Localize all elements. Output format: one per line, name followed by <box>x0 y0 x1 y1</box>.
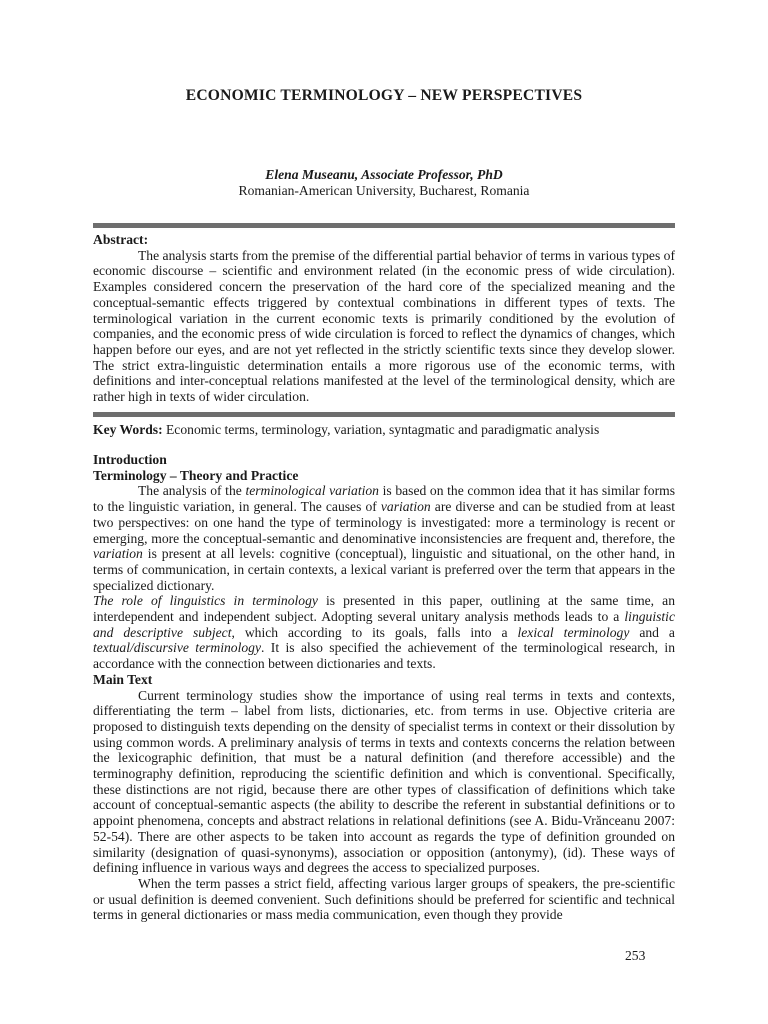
top-divider <box>93 223 675 228</box>
bottom-divider <box>93 412 675 417</box>
abstract-text: The analysis starts from the premise of the differential partial behavior of terms in various types of economic discourse – scientific and environment related (in the economic press of wide circulation). Examples considered concern the preservation of the hard core of the specialized meaning and the conceptual-semantic effects triggered by contextual combinations in different types of texts. The terminological variation in the current economic texts is primarily conditioned by the evolution of companies, and the economic press of wide circulation is forced to reflect the dynamics of changes, which happen before our eyes, and are not yet reflected in the strictly scientific texts since they develop slower. The strict extra-linguistic determination entails a more rigorous use of the economic terms, with definitions and inter-conceptual relations manifested at the level of the terminological density, which are rather high in texts of wider circulation. <box>93 247 675 405</box>
author-affiliation: Romanian-American University, Bucharest, Romania <box>238 183 530 198</box>
introduction-paragraph-1: The analysis of the terminological variation is based on the common idea that it has similar forms to the linguistic variation, in general. The causes of variation are diverse and can be studied from at least two perspectives: on one hand the type of terminology is investigated: more a terminology is recent or emerging, more the conceptual-semantic and denominative inconsistencies are frequent and, therefore, the variation is present at all levels: cognitive (conceptual), linguistic and situational, on the other hand, in terms of communication, in certain contexts, a lexical variant is preferred over the term that appears in the specialized dictionary. <box>93 483 675 593</box>
main-text-heading: Main Text <box>93 671 153 687</box>
abstract-section <box>93 232 675 405</box>
keywords-section <box>93 422 675 438</box>
keywords-text: Economic terms, terminology, variation, syntagmatic and paradigmatic analysis <box>162 422 600 437</box>
body-section <box>93 452 675 923</box>
main-paragraph-2: When the term passes a strict field, affecting various larger groups of speakers, the pre-scientific or usual definition is deemed convenient. Such definitions should be preferred for scientific and technical terms in general dictionaries or mass media communication, even though they provide <box>93 875 675 923</box>
keywords-label: Key Words: <box>93 422 163 437</box>
abstract-heading: Abstract: <box>93 232 149 247</box>
main-paragraph-1: Current terminology studies show the importance of using real terms in texts and contexts, differentiating the term – label from lists, dictionaries, etc. from terms in use. Objective criteria are proposed to distinguish texts depending on the density of specialist terms in context or their dissolution by using common words. A preliminary analysis of terms in texts and contexts concerns the relation between the lexicographic definition, that must be a natural definition (and therefore accessible) and the terminography definition, reproducing the scientific definition and which is conventional. Specifically, these distinctions are not rigid, because there are other types of classification of definitions which take account of conceptual-semantic aspects (the ability to describe the referent in substantial definitions or to appoint phenomena, concepts and abstract relations in relational definitions (see A. Bidu-Vrănceanu 2007: 52-54). There are other aspects to be taken into account as regards the type of definition grounded on similarity (designation of quasi-synonyms), association or opposition (antonymy), (id). These ways of defining influence in various ways and degrees the access to specialized purposes. <box>93 687 675 876</box>
introduction-heading: Introduction <box>93 452 167 467</box>
introduction-subheading: Terminology – Theory and Practice <box>93 467 299 483</box>
introduction-paragraph-2: The role of linguistics in terminology is presented in this paper, outlining at the same time, an interdependent and independent subject. Adopting several unitary analysis methods leads to a linguistic and descriptive subject, which according to its goals, falls into a lexical terminology and a textual/discursive terminology. It is also specified the achievement of the terminological research, in accordance with the connection between dictionaries and texts. <box>93 593 676 672</box>
paper-title: ECONOMIC TERMINOLOGY – NEW PERSPECTIVES <box>185 87 583 104</box>
page-number: 253 <box>625 948 646 963</box>
author-name: Elena Museanu, Associate Professor, PhD <box>265 167 503 182</box>
